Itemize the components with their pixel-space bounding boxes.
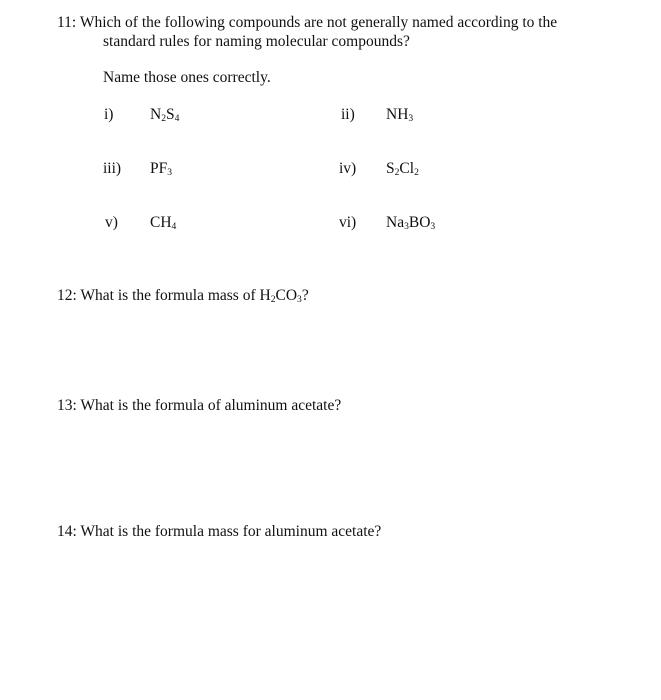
question-11-instruction: Name those ones correctly. — [103, 69, 271, 86]
question-12-text: What is the formula mass of $H_2CO_3$? — [80, 287, 309, 306]
item-label-iv: iv) — [339, 160, 357, 177]
item-formula-ii: $NH_3$ — [386, 106, 414, 125]
item-formula-vi: $Na_3BO_3$ — [386, 214, 436, 233]
item-label-vi: vi) — [339, 214, 357, 231]
item-formula-iv: $S_2Cl_2$ — [386, 160, 419, 179]
question-11-text-line2: standard rules for naming molecular compounds? — [103, 33, 410, 50]
question-12-number: 12: — [57, 287, 77, 304]
question-13-number: 13: — [57, 397, 77, 414]
question-14-text: What is the formula mass for aluminum acetate? — [80, 523, 382, 540]
item-formula-iii: $PF_3$ — [150, 160, 173, 179]
item-label-iii: iii) — [103, 160, 122, 177]
question-13-text: What is the formula of aluminum acetate? — [80, 397, 342, 414]
question-13 — [57, 397, 341, 415]
question-14-number: 14: — [57, 523, 77, 540]
question-11-number: 11: — [57, 14, 77, 31]
item-label-ii: ii) — [341, 106, 355, 123]
item-label-v: v) — [105, 214, 118, 231]
item-formula-v: $CH_4$ — [150, 214, 177, 233]
question-14 — [57, 523, 381, 541]
item-label-i: i) — [104, 106, 114, 123]
item-formula-i: $N_2S_4$ — [150, 106, 180, 125]
question-11-text-line1: Which of the following compounds are not generally named according to the — [79, 14, 558, 31]
question-12 — [57, 287, 309, 305]
question-11-line1 — [57, 14, 557, 32]
